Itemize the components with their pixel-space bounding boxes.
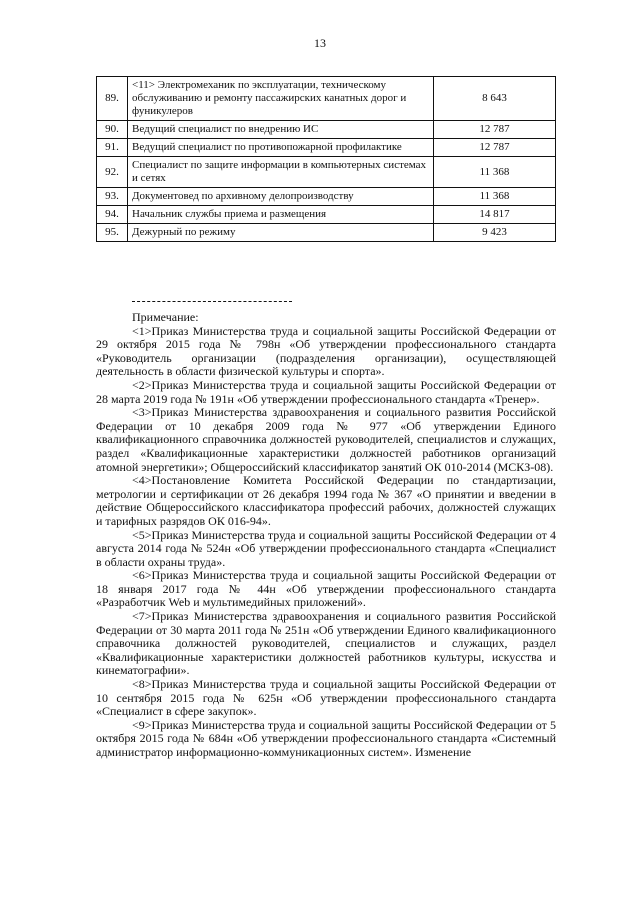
- notes-section: [96, 311, 556, 760]
- row-number: 94.: [97, 206, 128, 224]
- note-item: <5>Приказ Министерства труда и социальной защиты Российской Федерации от 4 августа 2014 года № 524н «Об утверждении профессионального стандарта «Специалист в области охраны труда».: [96, 527, 556, 569]
- note-item: <1>Приказ Министерства труда и социальной защиты Российской Федерации от 29 октября 2015 года № 798н «Об утверждении профессионального стандарта «Руководитель организации (подразделения организации), осуществляющей деятельность в области физической культуры и спорта».: [96, 323, 556, 379]
- staff-table: [96, 76, 556, 242]
- row-number: 90.: [97, 121, 128, 139]
- row-number: 91.: [97, 139, 128, 157]
- row-number: 93.: [97, 188, 128, 206]
- note-item: <7>Приказ Министерства здравоохранения и социального развития Российской Федерации от 30 марта 2011 года № 251н «Об утверждении Единого квалификационного справочника должностей руководителей, специалистов и служащих, раздел «Квалификационные характеристики должностей работников культуры, искусства и кинематографии».: [96, 609, 556, 678]
- position-name: Дежурный по режиму: [128, 224, 434, 242]
- table-row: [97, 188, 556, 206]
- salary-value: 12 787: [434, 121, 556, 139]
- table-row: [97, 121, 556, 139]
- position-name: <11> Электромеханик по эксплуатации, техническому обслуживанию и ремонту пассажирских канатных дорог и фуникулеров: [128, 77, 434, 121]
- table-row: [97, 206, 556, 224]
- table-row: [97, 77, 556, 121]
- notes-title: Примечание:: [132, 310, 199, 324]
- salary-value: 8 643: [434, 77, 556, 121]
- page-number: 13: [314, 36, 326, 50]
- row-number: 89.: [97, 77, 128, 121]
- note-item: <6>Приказ Министерства труда и социальной защиты Российской Федерации от 18 января 2017 года № 44н «Об утверждении профессионального стандарта «Разработчик Web и мультимедийных приложений».: [96, 568, 556, 610]
- note-item: <9>Приказ Министерства труда и социальной защиты Российской Федерации от 5 октября 2015 года № 684н «Об утверждении профессионального стандарта «Системный администратор информационно-коммуникационных систем». Изменение: [96, 717, 556, 759]
- salary-value: 11 368: [434, 188, 556, 206]
- footnote-separator: [132, 301, 292, 302]
- note-item: <3>Приказ Министерства здравоохранения и социального развития Российской Федерации от 10 декабря 2009 года № 977 «Об утверждении Единого квалификационного справочника должностей руководителей, специалистов и служащих, раздел «Квалификационные характеристики должностей работников организаций атомной энергетики»; Общероссийский классификатор занятий ОК 010-2014 (МСКЗ-08).: [96, 405, 556, 474]
- note-item: <2>Приказ Министерства труда и социальной защиты Российской Федерации от 28 марта 2019 года № 191н «Об утверждении профессионального стандарта «Тренер».: [96, 377, 556, 406]
- table-row: [97, 139, 556, 157]
- note-item: <8>Приказ Министерства труда и социальной защиты Российской Федерации от 10 сентября 2015 года № 625н «Об утверждении профессионального стандарта «Специалист в сфере закупок».: [96, 677, 556, 719]
- salary-value: 12 787: [434, 139, 556, 157]
- position-name: Специалист по защите информации в компьютерных системах и сетях: [128, 157, 434, 188]
- salary-value: 9 423: [434, 224, 556, 242]
- table-row: [97, 157, 556, 188]
- note-item: <4>Постановление Комитета Российской Федерации по стандартизации, метрологии и сертификации от 26 декабря 1994 года № 367 «О принятии и введении в действие Общероссийского классификатора профессий рабочих, должностей служащих и тарифных разрядов ОК 016-94».: [96, 473, 556, 528]
- row-number: 92.: [97, 157, 128, 188]
- salary-value: 11 368: [434, 157, 556, 188]
- row-number: 95.: [97, 224, 128, 242]
- position-name: Начальник службы приема и размещения: [128, 206, 434, 224]
- table-row: [97, 224, 556, 242]
- position-name: Ведущий специалист по внедрению ИС: [128, 121, 434, 139]
- position-name: Ведущий специалист по противопожарной профилактике: [128, 139, 434, 157]
- position-name: Документовед по архивному делопроизводству: [128, 188, 434, 206]
- salary-value: 14 817: [434, 206, 556, 224]
